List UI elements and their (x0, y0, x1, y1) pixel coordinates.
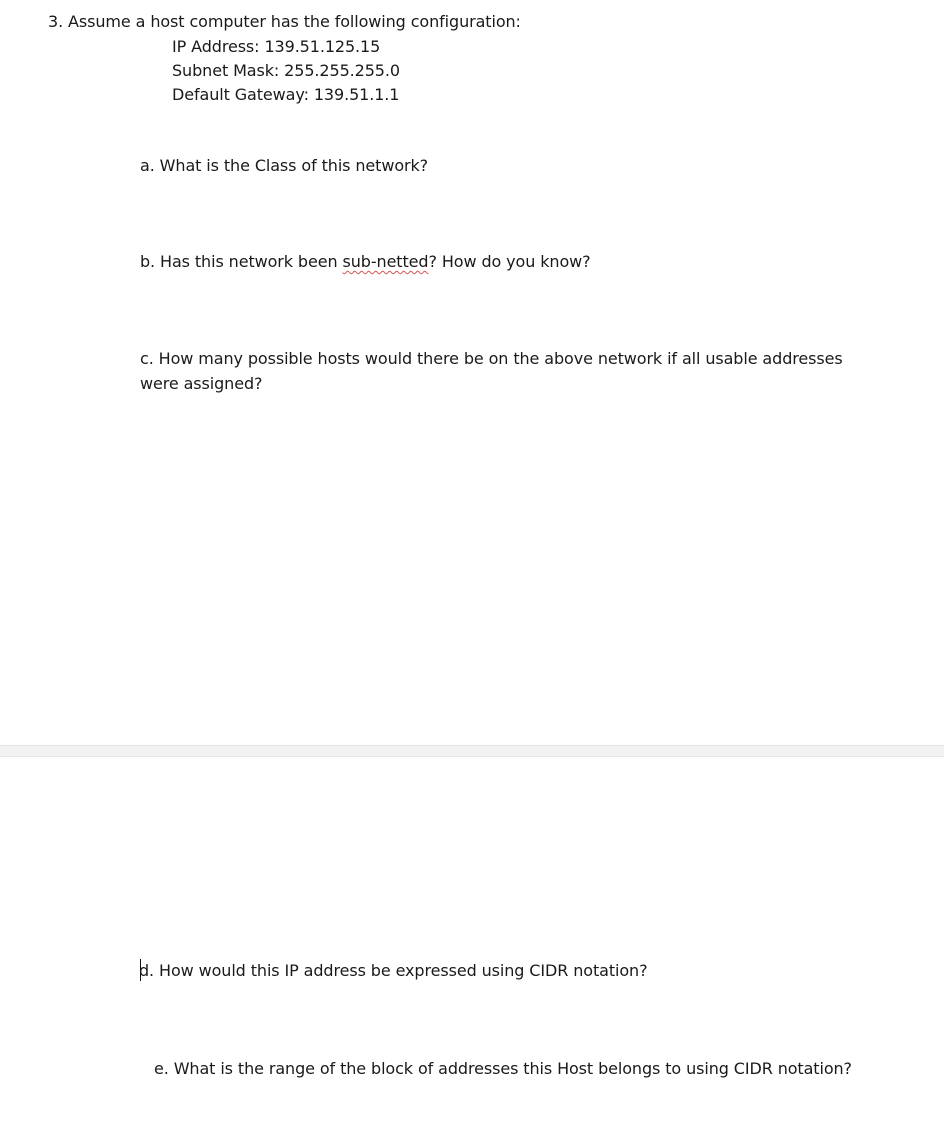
page-break (0, 745, 944, 757)
config-ip-address: IP Address: 139.51.125.15 (172, 37, 381, 56)
question-part-a: a. What is the Class of this network? (140, 156, 429, 175)
config-subnet-mask: Subnet Mask: 255.255.255.0 (172, 61, 400, 80)
question-title: 3. Assume a host computer has the following configuration: (48, 12, 521, 31)
part-b-text-after: ? How do you know? (428, 252, 591, 271)
part-d-text: d. How would this IP address be expressed using CIDR notation? (139, 961, 648, 980)
question-part-c: c. How many possible hosts would there be on the above network if all usable addresses were assigned? (140, 349, 843, 393)
config-default-gateway: Default Gateway: 139.51.1.1 (172, 85, 400, 104)
part-b-text-before: b. Has this network been (140, 252, 343, 271)
document-page-2 (0, 757, 944, 1130)
spellcheck-flagged-word[interactable]: sub-netted (342, 252, 429, 271)
question-part-b (140, 252, 591, 272)
question-part-d (140, 959, 647, 981)
question-part-e: e. What is the range of the block of addresses this Host belongs to using CIDR notation? (154, 1059, 852, 1078)
